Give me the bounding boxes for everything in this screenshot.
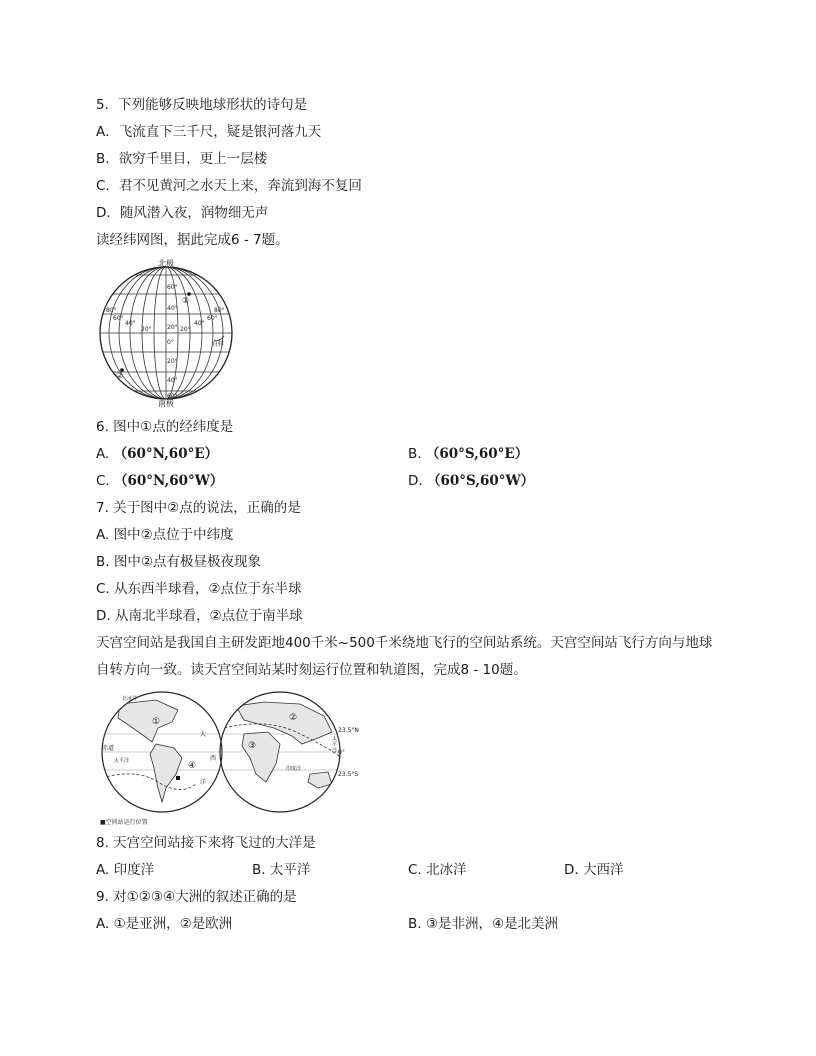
q8-option-b: B. 太平洋	[252, 862, 311, 878]
lat-label-40s: 40°	[167, 377, 178, 384]
north-pole-label: 北极	[158, 259, 174, 268]
q9-stem: 9. 对①②③④大洲的叙述正确的是	[96, 889, 297, 905]
q5-option-a: A．飞流直下三千尺，疑是银河落九天	[96, 124, 322, 140]
lon-label-40w: 40°	[125, 320, 136, 327]
q6-option-c-value: （60°N,60°W）	[114, 473, 224, 489]
pacific-label-east-ping: 平	[332, 742, 338, 748]
pacific-label-east-tai: 太	[332, 736, 338, 742]
equator-0-label: 0°	[338, 749, 345, 756]
lon-label-20w: 20°	[141, 326, 152, 333]
point-1-label: ①	[182, 296, 190, 305]
point-2-label: ②	[116, 371, 124, 380]
south-pole-label: 南极	[158, 399, 174, 408]
q6-option-a	[96, 445, 218, 463]
lat-label-60s: 60°	[167, 393, 178, 400]
q6-option-b-letter: B.	[408, 446, 422, 462]
lat-label-40n: 40°	[167, 305, 178, 312]
lat-label-60n: 60°	[167, 284, 178, 291]
graticule-globe-figure	[96, 258, 236, 408]
q5-option-c: C．君不见黄河之水天上来，奔流到海不复回	[96, 178, 362, 194]
space-station-orbit-map	[96, 688, 366, 828]
indian-ocean-label: 印度洋	[286, 766, 302, 772]
q8-option-d: D. 大西洋	[564, 862, 624, 878]
pacific-label-west: 太平洋	[114, 758, 130, 764]
q6-option-c	[96, 472, 223, 490]
continent-2-label: ②	[289, 713, 298, 723]
lon-label-60w: 60°	[113, 315, 124, 322]
continent-3-label: ③	[248, 741, 257, 751]
q5-option-d: D．随风潜入夜，润物细无声	[96, 205, 269, 221]
q7-stem: 7. 关于图中②点的说法，正确的是	[96, 500, 301, 516]
q7-option-c: C. 从东西半球看，②点位于东半球	[96, 581, 302, 597]
tropic-cancer-label: 23.5°N	[338, 727, 359, 734]
q6-option-d-value: （60°S,60°W）	[426, 473, 535, 489]
q6-stem: 6. 图中①点的经纬度是	[96, 419, 234, 435]
q7-option-b: B. 图中②点有极昼极夜现象	[96, 554, 261, 570]
q6-option-d	[408, 472, 534, 490]
pacific-label-east-yang: 洋	[332, 748, 338, 754]
intro-8-10-line2: 自转方向一致。读天宫空间站某时刻运行位置和轨道图，完成8 - 10题。	[96, 662, 527, 678]
atlantic-label-xi: 西	[210, 755, 217, 762]
intro-6-7: 读经纬网图，据此完成6 - 7题。	[96, 232, 289, 248]
lon-label-60e: 60°	[207, 315, 218, 322]
arctic-ocean-label: 北冰洋	[122, 696, 138, 702]
q9-option-a: A. ①是亚洲，②是欧洲	[96, 916, 233, 932]
rotation-label: 自转	[212, 341, 225, 348]
lon-label-20e: 20°	[180, 326, 191, 333]
lat-label-20n: 20°	[167, 324, 178, 331]
map-legend: ■空间站运行位置	[100, 819, 148, 826]
lon-label-80w: 80°	[106, 307, 117, 314]
q8-option-a: A. 印度洋	[96, 862, 155, 878]
q5-option-b: B．欲穷千里目，更上一层楼	[96, 151, 268, 167]
equator-label: 赤道	[102, 745, 115, 752]
q7-option-a: A. 图中②点位于中纬度	[96, 527, 234, 543]
continent-4-label: ④	[188, 761, 197, 771]
tropic-capricorn-label: 23.5°S	[338, 771, 359, 778]
lat-label-0: 0°	[167, 339, 174, 346]
intro-8-10-line1: 天宫空间站是我国自主研发距地400千米~500千米绕地飞行的空间站系统。天宫空间站飞行方向与地球	[96, 635, 713, 651]
q8-stem: 8. 天宫空间站接下来将飞过的大洋是	[96, 835, 316, 851]
q8-option-c: C. 北冰洋	[408, 862, 467, 878]
q6-option-d-letter: D.	[408, 473, 423, 489]
lon-label-80e: 80°	[214, 307, 225, 314]
q6-option-c-letter: C.	[96, 473, 110, 489]
q6-option-b	[408, 445, 528, 463]
q9-option-b: B. ③是非洲，④是北美洲	[408, 916, 559, 932]
continent-1-label: ①	[152, 717, 161, 727]
q5-stem: 5．下列能够反映地球形状的诗句是	[96, 97, 308, 113]
lat-label-20s: 20°	[167, 358, 178, 365]
q6-option-a-value: （60°N,60°E）	[113, 446, 219, 462]
q7-option-d: D. 从南北半球看，②点位于南半球	[96, 608, 303, 624]
q6-option-a-letter: A.	[96, 446, 110, 462]
atlantic-label-da: 大	[200, 731, 207, 738]
lon-label-40e: 40°	[194, 320, 205, 327]
atlantic-label-yang: 洋	[200, 779, 207, 786]
q6-option-b-value: （60°S,60°E）	[425, 446, 529, 462]
